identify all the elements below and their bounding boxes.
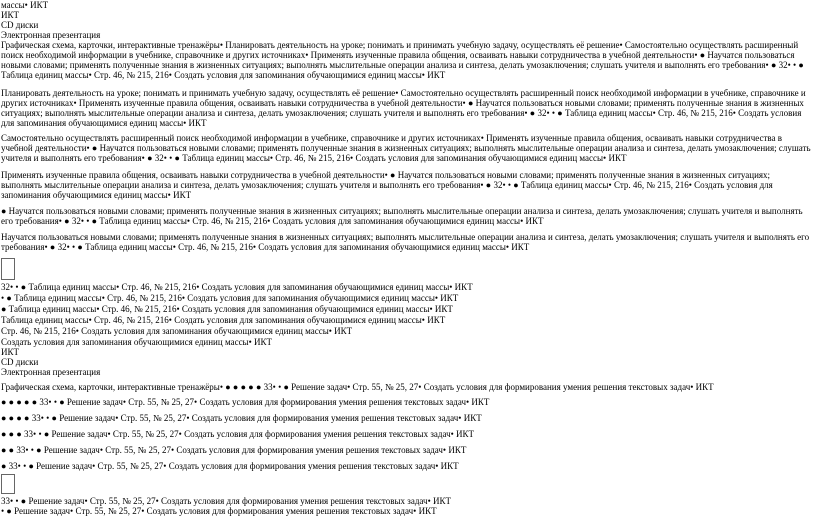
text-paragraph: Планировать деятельность на уроке; понимать и принимать учебную задачу, осуществлять её решение• Самостоятельно осуществлять расширенный поиск необходимой информации в учебнике, справочнике и других источниках• Применять изученные правила общения, осваивать навыки сотрудничества в учебной деятельности• ● Научатся пользоваться новыми словами; применять полученные знания в жизненных ситуациях; выполнять мыслительные операции анализа и синтеза, делать умозаключения; слушать учителя и выполнять его требования• ● 32• • ● Таблица единиц массы• Стр. 46, № 215, 216• Создать условия для запоминания обучающимися единиц массы• ИКТ <box>1 88 806 128</box>
text-line: ● Таблица единиц массы• Стр. 46, № 215, 216• Создать условия для запоминания обучающимися единиц массы• ИКТ <box>1 304 453 314</box>
empty-box <box>1 258 15 280</box>
text-line: 33• • ● Решение задач• Стр. 55, № 25, 27• Создать условия для формирования умения решения текстовых задач• ИКТ <box>1 496 451 506</box>
text-line: ИКТ <box>1 10 19 20</box>
empty-box <box>1 474 15 494</box>
text-line: CD диски <box>1 20 39 30</box>
text-paragraph: Применять изученные правила общения, осваивать навыки сотрудничества в учебной деятельности• ● Научатся пользоваться новыми словами; применять полученные знания в жизненных ситуациях; выполнять мыслительные операции анализа и синтеза, делать умозаключения; слушать учителя и выполнять его требования• ● 32• • ● Таблица единиц массы• Стр. 46, № 215, 216• Создать условия для запоминания обучающимися единиц массы• ИКТ <box>1 170 773 200</box>
text-line: • ● Таблица единиц массы• Стр. 46, № 215, 216• Создать условия для запоминания обучающимися единиц массы• ИКТ <box>1 293 459 303</box>
text-line: массы• ИКТ <box>1 0 49 10</box>
text-line: CD диски <box>1 357 39 367</box>
text-line: 32• • ● Таблица единиц массы• Стр. 46, № 215, 216• Создать условия для запоминания обучающимися единиц массы• ИКТ <box>1 282 473 292</box>
text-line: ИКТ <box>1 347 19 357</box>
text-line: ● 33• • ● Решение задач• Стр. 55, № 25, 27• Создать условия для формирования умения решения текстовых задач• ИКТ <box>1 461 459 471</box>
text-line: Создать условия для запоминания обучающимися единиц массы• ИКТ <box>1 337 273 347</box>
text-line: Графическая схема, карточки, интерактивные тренажёры• ● ● ● ● ● 33• • ● Решение задач• Стр. 55, № 25, 27• Создать условия для формирования умения решения текстовых задач• ИКТ <box>1 382 714 392</box>
text-line: ● ● ● 33• • ● Решение задач• Стр. 55, № 25, 27• Создать условия для формирования умения решения текстовых задач• ИКТ <box>1 429 475 439</box>
text-line: ● ● 33• • ● Решение задач• Стр. 55, № 25, 27• Создать условия для формирования умения решения текстовых задач• ИКТ <box>1 445 467 455</box>
text-line: Стр. 46, № 215, 216• Создать условия для запоминания обучающимися единиц массы• ИКТ <box>1 326 353 336</box>
text-line: ● ● ● ● ● 33• • ● Решение задач• Стр. 55, № 25, 27• Создать условия для формирования умения решения текстовых задач• ИКТ <box>1 397 490 407</box>
text-paragraph: Самостоятельно осуществлять расширенный поиск необходимой информации в учебнике, справочнике и других источниках• Применять изученные правила общения, осваивать навыки сотрудничества в учебной деятельности• ● Научатся пользоваться новыми словами; применять полученные знания в жизненных ситуациях; выполнять мыслительные операции анализа и синтеза, делать умозаключения; слушать учителя и выполнять его требования• ● 32• • ● Таблица единиц массы• Стр. 46, № 215, 216• Создать условия для запоминания обучающимися единиц массы• ИКТ <box>1 133 811 163</box>
text-line: Электронная презентация <box>1 367 101 377</box>
text-line: • ● Решение задач• Стр. 55, № 25, 27• Создать условия для формирования умения решения текстовых задач• ИКТ <box>1 506 437 516</box>
text-paragraph: Графическая схема, карточки, интерактивные тренажёры• Планировать деятельность на уроке; понимать и принимать учебную задачу, осуществлять её решение• Самостоятельно осуществлять расширенный поиск необходимой информации в учебнике, справочнике и других источниках• Применять изученные правила общения, осваивать навыки сотрудничества в учебной деятельности• ● Научатся пользоваться новыми словами; применять полученные знания в жизненных ситуациях; выполнять мыслительные операции анализа и синтеза, делать умозаключения; слушать учителя и выполнять его требования• ● 32• • ● Таблица единиц массы• Стр. 46, № 215, 216• Создать условия для запоминания обучающимися единиц массы• ИКТ <box>1 40 804 80</box>
text-paragraph: Научатся пользоваться новыми словами; применять полученные знания в жизненных ситуациях; выполнять мыслительные операции анализа и синтеза, делать умозаключения; слушать учителя и выполнять его требования• ● 32• • ● Таблица единиц массы• Стр. 46, № 215, 216• Создать условия для запоминания обучающимися единиц массы• ИКТ <box>1 232 810 252</box>
text-paragraph: ● Научатся пользоваться новыми словами; применять полученные знания в жизненных ситуациях; выполнять мыслительные операции анализа и синтеза, делать умозаключения; слушать учителя и выполнять его требования• ● 32• • ● Таблица единиц массы• Стр. 46, № 215, 216• Создать условия для запоминания обучающимися единиц массы• ИКТ <box>1 206 803 226</box>
text-line: Таблица единиц массы• Стр. 46, № 215, 216• Создать условия для запоминания обучающимися единиц массы• ИКТ <box>1 315 446 325</box>
text-line: ● ● ● ● 33• • ● Решение задач• Стр. 55, № 25, 27• Создать условия для формирования умения решения текстовых задач• ИКТ <box>1 413 482 423</box>
text-line: Электронная презентация <box>1 30 101 40</box>
